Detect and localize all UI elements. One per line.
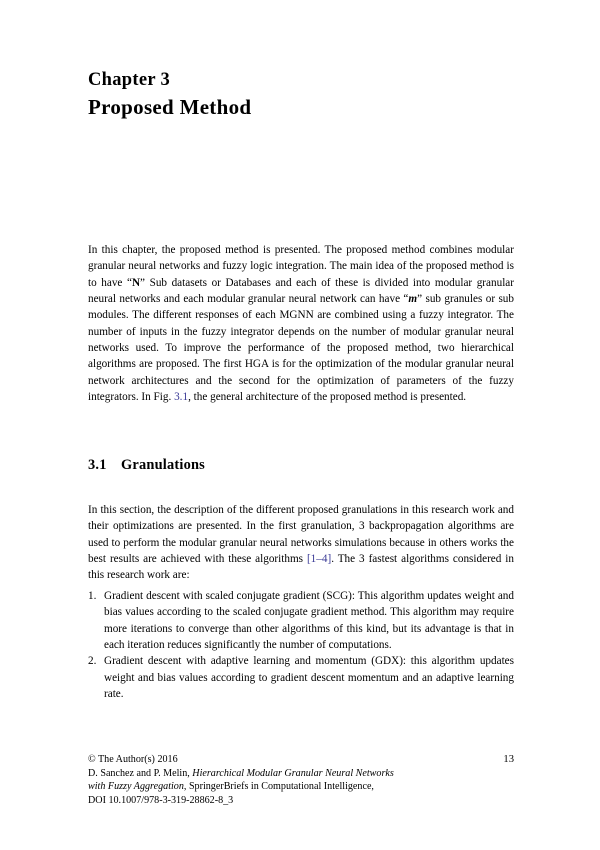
- footer-copyright-row: [88, 753, 514, 767]
- list-item-marker: 1.: [88, 590, 97, 602]
- footer-citation-line-1: [88, 767, 514, 781]
- emphasis-n: N: [131, 276, 141, 289]
- intro-text-segment-4: , the general architecture of the proposed method is presented.: [188, 391, 467, 404]
- section-text-segment-1: In this section, the description of the different proposed granulations in this research work and their optimizations are presented. In the first granulation, 3 backpropagation algorithms are used to perform the modular granular neural networks simulations because in others works the best results are achieved with these algorithms: [88, 504, 514, 566]
- section-number: 3.1: [88, 457, 107, 473]
- intro-text-segment-2: ” Sub datasets or Databases and each of these is divided into modular granular neural networks and each modular granular neural network can have “: [88, 276, 514, 306]
- section-text-segment-2: . The 3 fastest algorithms considered in this research work are:: [88, 553, 514, 582]
- chapter-heading: [88, 68, 518, 121]
- figure-reference-link[interactable]: 3.1: [174, 391, 189, 404]
- page-number: 13: [503, 754, 514, 765]
- chapter-title: Proposed Method: [88, 95, 252, 119]
- intro-paragraph: [88, 242, 514, 405]
- algorithm-list: [88, 588, 514, 702]
- intro-text-segment-1: In this chapter, the proposed method is presented. The proposed method combines modular granular neural networks and fuzzy logic integration. The main idea of the proposed method is to have “: [88, 244, 514, 289]
- emphasis-m: m: [408, 293, 418, 306]
- section-heading: [88, 457, 518, 474]
- page-footer: [88, 753, 514, 807]
- section-paragraph: [88, 502, 514, 584]
- copyright-notice: © The Author(s) 2016: [88, 754, 178, 765]
- footer-book-title-part-1: Hierarchical Modular Granular Neural Networks: [192, 767, 394, 779]
- citation-link[interactable]: [1–4]: [306, 553, 332, 566]
- list-item: [88, 653, 514, 702]
- list-item-text: Gradient descent with scaled conjugate gradient (SCG): This algorithm updates weight and bias values according to the scaled conjugate gradient method. This algorithm may require more iterations to converge than other algorithms of this kind, but its advantage is that in each iteration reduces significantly the number of computations.: [104, 590, 514, 652]
- list-item-marker: 2.: [88, 655, 97, 668]
- footer-citation-line-2: [88, 780, 514, 794]
- section-title: Granulations: [121, 457, 205, 473]
- chapter-label: Chapter 3: [88, 70, 171, 90]
- footer-series: , SpringerBriefs in Computational Intelligence,: [183, 781, 374, 793]
- footer-book-title-part-2: with Fuzzy Aggregation: [88, 781, 184, 793]
- list-item: [88, 588, 514, 653]
- intro-text-segment-3: ” sub granules or sub modules. The different responses of each MGNN are combined using a fuzzy integrator. The number of inputs in the fuzzy integrator depends on the number of modular granular neural networks used. To improve the performance of the proposed method, two hierarchical algorithms are proposed. The first HGA is for the optimization of the modular granular neural network architectures and the second for the optimization of parameters of the fuzzy integrators. In Fig.: [88, 293, 514, 404]
- footer-authors: D. Sanchez and P. Melin,: [88, 767, 193, 779]
- list-item-text: Gradient descent with adaptive learning and momentum (GDX): this algorithm updates weight and bias values according to gradient descent momentum and an adaptive learning rate.: [104, 655, 514, 701]
- footer-doi: DOI 10.1007/978-3-319-28862-8_3: [88, 794, 234, 806]
